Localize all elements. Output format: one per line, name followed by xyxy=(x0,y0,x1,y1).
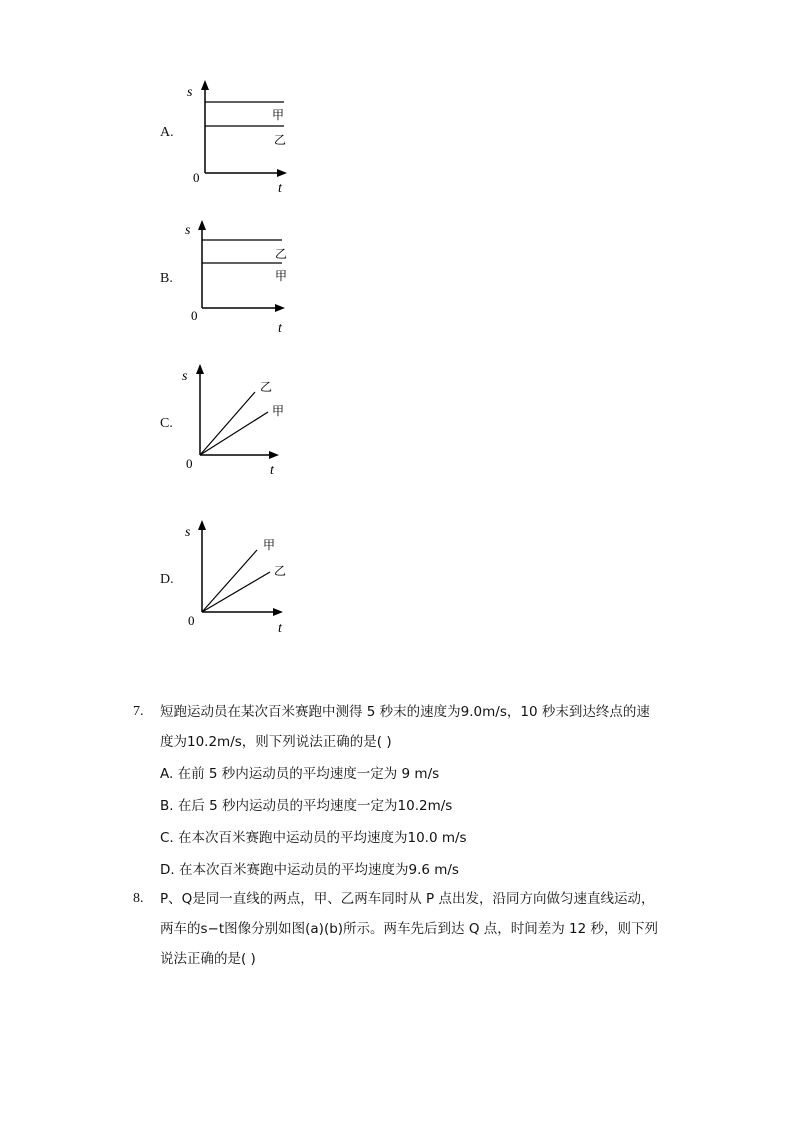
question-text-line-1: 短跑运动员在某次百米赛跑中测得 5 秒末的速度为9.0m/s，10 秒末到达终点的速 xyxy=(160,704,650,720)
origin-label: 0 xyxy=(186,456,193,471)
shallow-line-label: 乙 xyxy=(274,564,287,578)
choice-c[interactable]: C. 在本次百米赛跑中运动员的平均速度为10.0 m/s xyxy=(160,830,467,846)
line-shallow xyxy=(202,572,270,612)
graph-option-b xyxy=(160,218,300,338)
question-text-line-2: 度为10.2m/s，则下列说法正确的是( ) xyxy=(160,734,392,750)
option-letter: B. xyxy=(160,271,173,286)
graph-option-d xyxy=(160,518,300,638)
axis-y-label: s xyxy=(185,223,191,238)
question-text-line-1: P、Q是同一直线的两点，甲、乙两车同时从 P 点出发，沿同方向做匀速直线运动， xyxy=(160,891,655,907)
question-8 xyxy=(133,884,693,974)
axis-y-label: s xyxy=(185,525,191,540)
axis-x-label: t xyxy=(278,321,282,336)
line-shallow xyxy=(200,412,268,455)
question-number: 8. xyxy=(133,891,144,906)
choice-a[interactable]: A. 在前 5 秒内运动员的平均速度一定为 9 m/s xyxy=(160,766,440,782)
st-graph-c xyxy=(160,362,300,482)
lower-line-label: 甲 xyxy=(275,269,288,283)
line-steep xyxy=(200,392,255,455)
axis-y-label: s xyxy=(182,369,188,384)
question-text-line-3: 说法正确的是( ) xyxy=(160,951,256,967)
st-graph-b xyxy=(160,218,300,338)
option-letter: D. xyxy=(160,572,174,587)
axis-y-label: s xyxy=(187,85,193,100)
origin-label: 0 xyxy=(193,170,200,185)
st-graph-d xyxy=(160,518,300,638)
upper-line-label: 乙 xyxy=(275,247,288,261)
origin-label: 0 xyxy=(188,613,195,628)
st-graph-a xyxy=(160,78,300,198)
option-letter: C. xyxy=(160,416,173,431)
axis-x-label: t xyxy=(270,463,274,478)
steep-line-label: 乙 xyxy=(260,380,273,394)
lower-line-label: 乙 xyxy=(274,133,287,147)
question-text-line-2: 两车的s−t图像分别如图(a)(b)所示。两车先后到达 Q 点，时间差为 12 秒，则下列 xyxy=(160,921,659,937)
line-steep xyxy=(202,550,257,612)
graph-option-a xyxy=(160,78,300,198)
graph-option-c xyxy=(160,362,300,482)
question-7 xyxy=(133,697,693,757)
upper-line-label: 甲 xyxy=(272,108,285,122)
choice-b[interactable]: B. 在后 5 秒内运动员的平均速度一定为10.2m/s xyxy=(160,798,453,814)
question-number: 7. xyxy=(133,704,144,719)
shallow-line-label: 甲 xyxy=(272,404,285,418)
axis-x-label: t xyxy=(278,621,282,636)
axis-x-label: t xyxy=(278,181,282,196)
origin-label: 0 xyxy=(191,308,198,323)
choice-d[interactable]: D. 在本次百米赛跑中运动员的平均速度为9.6 m/s xyxy=(160,862,459,878)
steep-line-label: 甲 xyxy=(263,538,276,552)
option-letter: A. xyxy=(160,125,174,140)
